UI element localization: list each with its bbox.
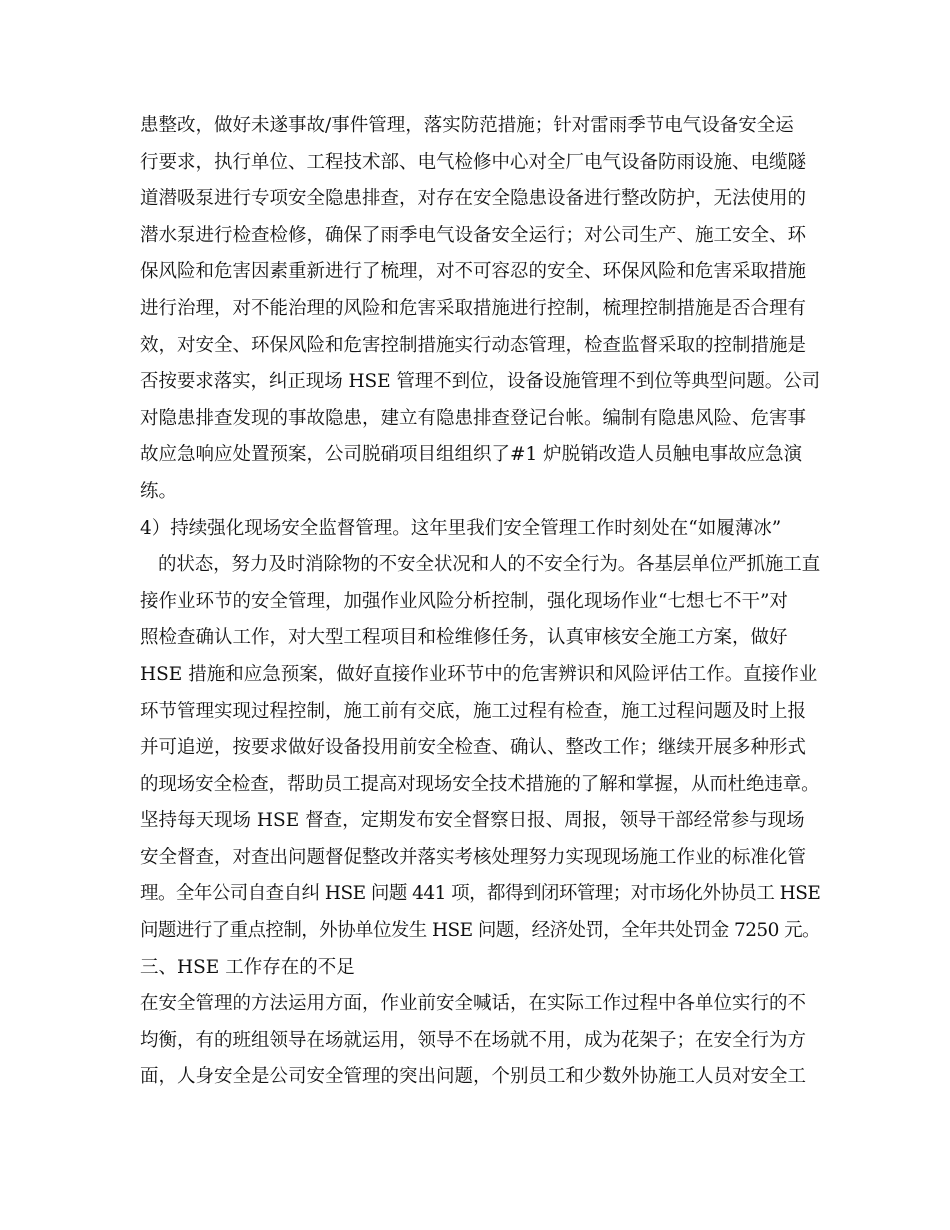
text-line: 否按要求落实，纠正现场 HSE 管理不到位，设备设施管理不到位等典型问题。公司 xyxy=(140,371,821,393)
text-line: 的现场安全检查，帮助员工提高对现场安全技术措施的了解和掌握，从而杜绝违章。 xyxy=(140,773,820,795)
text-line: 照检查确认工作，对大型工程项目和检维修任务，认真审核安全施工方案，做好 xyxy=(140,627,788,649)
text-line: 故应急响应处置预案，公司脱硝项目组组织了#1 炉脱销改造人员触电事故应急演 xyxy=(140,444,803,466)
text-line: 环节管理实现过程控制，施工前有交底，施工过程有检查，施工过程问题及时上报 xyxy=(140,700,807,722)
text-line: 均衡，有的班组领导在场就运用，领导不在场就不用，成为花架子；在安全行为方 xyxy=(140,1029,807,1051)
text-line: 问题进行了重点控制，外协单位发生 HSE 问题，经济处罚，全年共处罚金 7250 元。 xyxy=(140,920,820,942)
text-line: 效，对安全、环保风险和危害控制措施实行动态管理，检查监督采取的控制措施是 xyxy=(140,334,807,356)
body-text xyxy=(140,108,820,1096)
text-line: 理。全年公司自查自纠 HSE 问题 441 项，都得到闭环管理；对市场化外协员工 HSE xyxy=(140,883,821,905)
text-line: 的状态，努力及时消除物的不安全状况和人的不安全行为。各基层单位严抓施工直 xyxy=(158,554,821,576)
text-line: 坚持每天现场 HSE 督查，定期发布安全督察日报、周报，领导干部经常参与现场 xyxy=(140,810,805,832)
text-line: 道潜吸泵进行专项安全隐患排查，对存在安全隐患设备进行整改防护，无法使用的 xyxy=(140,188,807,210)
text-line: 行要求，执行单位、工程技术部、电气检修中心对全厂电气设备防雨设施、电缆隧 xyxy=(140,151,807,173)
text-line: 并可追逆，按要求做好设备投用前安全检查、确认、整改工作；继续开展多种形式 xyxy=(140,737,807,759)
text-line: 安全督查，对查出问题督促整改并落实考核处理努力实现现场施工作业的标准化管 xyxy=(140,846,807,868)
text-line: 对隐患排查发现的事故隐患，建立有隐患排查登记台帐。编制有隐患风险、危害事 xyxy=(140,407,807,429)
text-line: 在安全管理的方法运用方面，作业前安全喊话，在实际工作过程中各单位实行的不 xyxy=(140,993,807,1015)
text-line: 练。 xyxy=(140,480,178,502)
text-line: HSE 措施和应急预案，做好直接作业环节中的危害辨识和风险评估工作。直接作业 xyxy=(140,663,818,685)
section-item-heading: 4）持续强化现场安全监督管理。这年里我们安全管理工作时刻处在“如履薄冰” xyxy=(140,517,782,539)
section-heading: 三、HSE 工作存在的不足 xyxy=(140,956,355,978)
text-line: 潜水泵进行检查检修，确保了雨季电气设备安全运行；对公司生产、施工安全、环 xyxy=(140,224,807,246)
text-line: 面，人身安全是公司安全管理的突出问题，个别员工和少数外协施工人员对安全工 xyxy=(140,1066,807,1088)
text-line: 患整改，做好未遂事故/事件管理，落实防范措施；针对雷雨季节电气设备安全运 xyxy=(140,115,794,136)
text-line: 保风险和危害因素重新进行了梳理，对不可容忍的安全、环保风险和危害采取措施 xyxy=(140,261,807,283)
text-line: 进行治理，对不能治理的风险和危害采取措施进行控制，梳理控制措施是否合理有 xyxy=(140,297,807,319)
text-line: 接作业环节的安全管理，加强作业风险分析控制，强化现场作业“七想七不干”对 xyxy=(140,590,788,612)
